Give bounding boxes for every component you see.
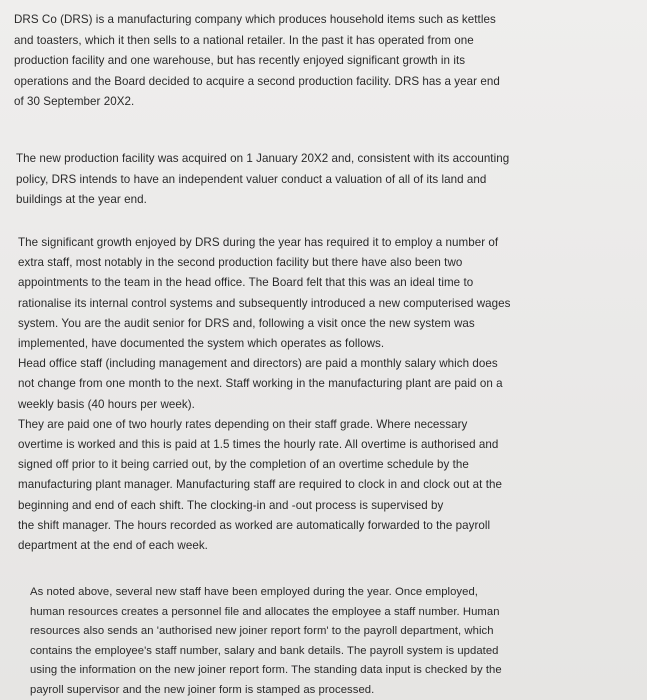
text-line: buildings at the year end.	[16, 193, 147, 206]
text-line: The new production facility was acquired on 1 January 20X2 and, consistent with its accounting	[16, 152, 510, 165]
paragraph-company-background	[14, 10, 629, 113]
text-line: weekly basis (40 hours per week).	[18, 397, 195, 411]
text-line: policy, DRS intends to have an independent valuer conduct a valuation of all of its land and	[16, 172, 487, 186]
text-line: DRS Co (DRS) is a manufacturing company which produces household items such as kettles	[14, 13, 496, 26]
text-line: not change from one month to the next. Staff working in the manufacturing plant are paid on a	[18, 377, 503, 391]
text-line: human resources creates a personnel file and allocates the employee a staff number. Human	[30, 605, 500, 618]
text-line: operations and the Board decided to acquire a second production facility. DRS has a year end	[14, 74, 500, 88]
text-line: rationalise its internal control systems and subsequently introduced a new computerised wages	[18, 296, 511, 310]
text-line: department at the end of each week.	[18, 539, 208, 553]
text-line: appointments to the team in the head office. The Board felt that this was an ideal time to	[18, 276, 474, 290]
text-line: system. You are the audit senior for DRS and, following a visit once the new system was	[18, 316, 475, 330]
text-line: They are paid one of two hourly rates depending on their staff grade. Where necessary	[18, 417, 468, 431]
text-line: beginning and end of each shift. The clocking-in and -out process is supervised by	[18, 498, 444, 512]
text-line: manufacturing plant manager. Manufacturing staff are required to clock in and clock out at the	[18, 478, 502, 492]
text-line: contains the employee's staff number, salary and bank details. The payroll system is updated	[30, 644, 499, 657]
text-line: extra staff, most notably in the second production facility but there have also been two	[18, 256, 463, 270]
text-line: of 30 September 20X2.	[14, 95, 135, 108]
text-line: As noted above, several new staff have been employed during the year. Once employed,	[30, 586, 478, 598]
paragraph-new-joiners	[30, 583, 629, 700]
text-line: implemented, have documented the system which operates as follows.	[18, 337, 385, 351]
text-line: resources also sends an 'authorised new joiner report form' to the payroll department, which	[30, 625, 494, 637]
text-line: production facility and one warehouse, but has recently enjoyed significant growth in its	[14, 54, 466, 67]
text-line: signed off prior to it being carried out, by the completion of an overtime schedule by the	[18, 458, 469, 472]
text-line: and toasters, which it then sells to a national retailer. In the past it has operated from one	[14, 33, 474, 47]
text-line: payroll supervisor and the new joiner form is stamped as processed.	[30, 683, 375, 696]
text-line: Head office staff (including management and directors) are paid a monthly salary which does	[18, 357, 498, 371]
text-line: using the information on the new joiner report form. The standing data input is checked by the	[30, 664, 502, 676]
paragraph-wages-system	[18, 233, 629, 556]
paragraph-new-facility	[16, 149, 631, 211]
text-line: overtime is worked and this is paid at 1.5 times the hourly rate. All overtime is authorised and	[18, 438, 499, 452]
text-line: The significant growth enjoyed by DRS during the year has required it to employ a number of	[18, 236, 499, 249]
text-line: the shift manager. The hours recorded as worked are automatically forwarded to the payroll	[18, 518, 491, 532]
